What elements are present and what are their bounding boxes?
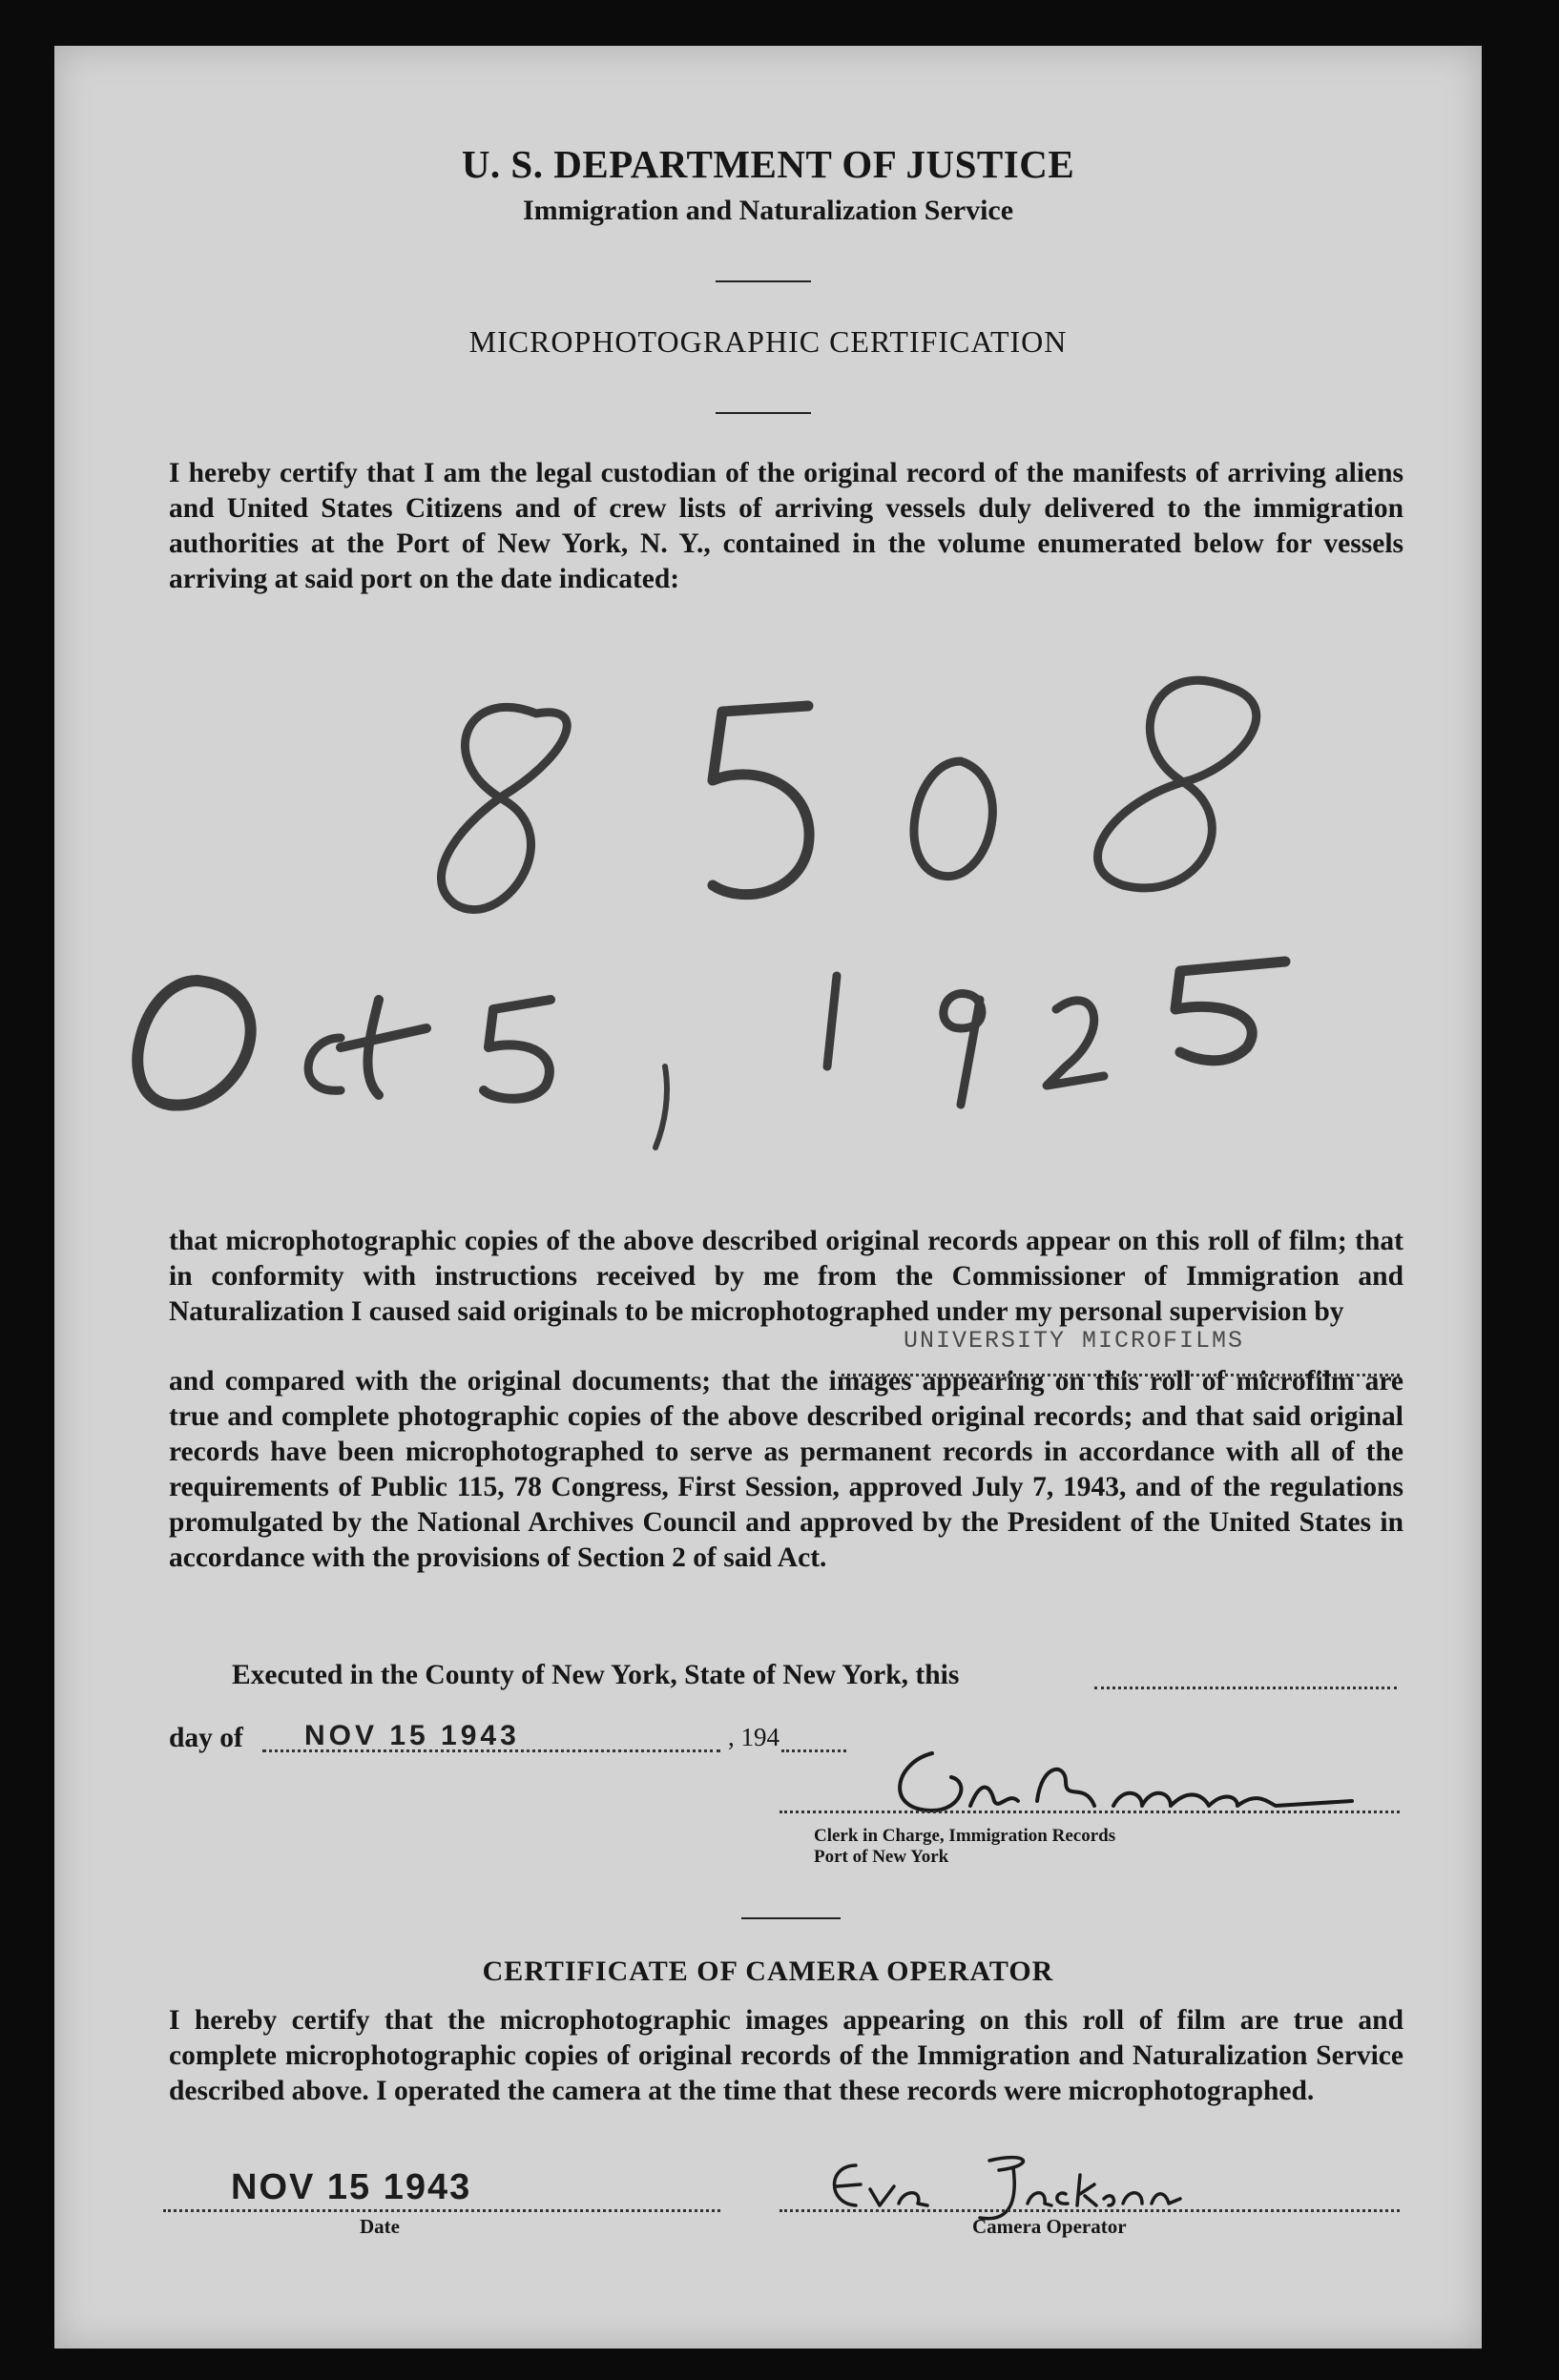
certificate-page [54,46,1482,2349]
certification-body-2: and compared with the original documents; that the images appearing on this roll of microfilm are true and complete photographic copies of the above described original records; and that said original records have been microphotographed to serve as permanent records in accordance with all of the requirements of Public 115, 78 Congress, First Session, approved July 7, 1943, and of the regulations promulgated by the National Archives Council and approved by the President of the United States in accordance with the provisions of Section 2 of said Act. [169,1366,1403,1573]
clerk-signature-line [780,1811,1400,1813]
execution-date-stamp: NOV 15 1943 [304,1720,520,1751]
service-subtitle: Immigration and Naturalization Service [522,195,1014,226]
execution-statement: Executed in the County of New York, State of New York, this [232,1660,960,1690]
handwritten-volume-number [441,680,1256,909]
clerk-caption: Clerk in Charge, Immigration Records [814,1826,1116,1846]
clerk-signature [875,1725,1371,1830]
certification-intro: I hereby certify that I am the legal custodian of the original record of the manifests of arriving aliens and United States Citizens and of crew lists of arriving vessels duly delivered to the immigration authorities at the Port of New York, N. Y., contained in the volume enumerated below for vessels arriving at said port on the date indicated: [169,458,1403,594]
day-label: day of [169,1723,243,1753]
date-line [163,2209,720,2212]
operator-date-stamp: NOV 15 1943 [231,2167,472,2207]
year-label: , 194 [728,1723,780,1751]
date-caption: Date [360,2215,400,2238]
certification-body-1: that microphotographic copies of the above described original records appear on this roll of film; that in conformity with instructions received by me from the Commissioner of Immigration and Naturalization I caused said originals to be microphotographed under my personal supervision by [169,1226,1403,1327]
clerk-port-caption: Port of New York [814,1847,949,1867]
operator-caption: Camera Operator [972,2215,1127,2238]
operator-signature [818,2146,1218,2225]
divider [716,412,811,414]
camera-operator-statement: I hereby certify that the microphotographic images appearing on this roll of film are true and complete microphotographic copies of original records of the Immigration and Naturalization Service described above. I operated the camera at the time that these records were microphotographed. [169,2005,1403,2106]
year-line [781,1749,846,1752]
section-title: MICROPHOTOGRAPHIC CERTIFICATION [468,324,1068,359]
divider [741,1917,841,1919]
operator-signature-line [780,2209,1400,2212]
handwritten-entry [54,618,1482,1152]
photographer-stamp: UNIVERSITY MICROFILMS [904,1327,1245,1355]
camera-operator-title: CERTIFICATE OF CAMERA OPERATOR [482,1956,1054,1987]
execution-day-line [1094,1687,1397,1689]
divider [716,280,811,282]
department-title: U. S. DEPARTMENT OF JUSTICE [461,142,1075,186]
handwritten-arrival-date [137,962,1285,1148]
